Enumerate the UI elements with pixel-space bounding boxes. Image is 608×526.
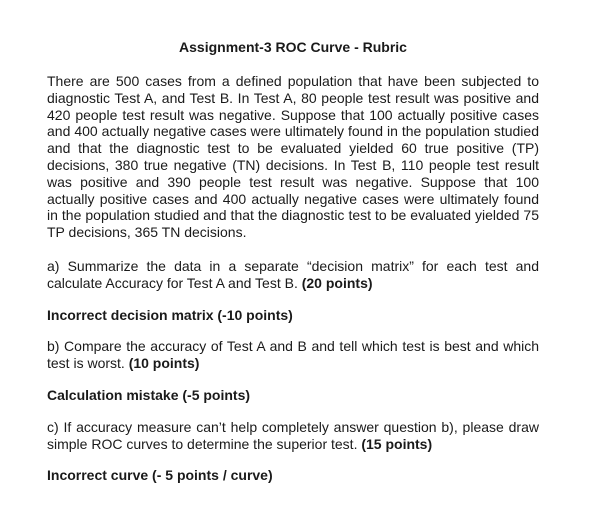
rubric-a: Incorrect decision matrix (-10 points) <box>47 306 293 323</box>
question-a-text: a) Summarize the data in a separate “decision matrix” for each test and calculate Accuracy for Test A and Test B. <box>47 257 539 291</box>
intro-paragraph: There are 500 cases from a defined population that have been subjected to diagnostic Test A, and Test B. In Test A, 80 people test result was positive and 420 people test result was negative. Suppose that 100 actually positive cases and 400 actually negative cases were ultimately found in the population studied and that the diagnostic test to be evaluated yielded 60 true positive (TP) decisions, 380 true negative (TN) decisions. In Test B, 110 people test result was positive and 390 people test result was negative. Suppose that 100 actually positive cases and 400 actually negative cases were ultimately found in the population studied and that the diagnostic test to be evaluated yielded 75 TP decisions, 365 TN decisions. <box>47 73 539 241</box>
rubric-c: Incorrect curve (- 5 points / curve) <box>47 467 273 484</box>
question-b-text: b) Compare the accuracy of Test A and B and tell which test is best and which test is worst. <box>47 338 539 372</box>
question-b <box>47 338 539 372</box>
question-a <box>47 258 539 292</box>
document-title: Assignment-3 ROC Curve - Rubric <box>179 39 407 55</box>
question-c <box>47 419 539 453</box>
question-b-points: (10 points) <box>128 355 200 372</box>
question-c-points: (15 points) <box>361 435 433 452</box>
document-page <box>47 38 539 484</box>
rubric-b: Calculation mistake (-5 points) <box>47 386 251 403</box>
question-a-points: (20 points) <box>301 274 373 291</box>
question-c-text: c) If accuracy measure can’t help completely answer question b), please draw simple ROC curves to determine the superior test. <box>47 418 539 452</box>
